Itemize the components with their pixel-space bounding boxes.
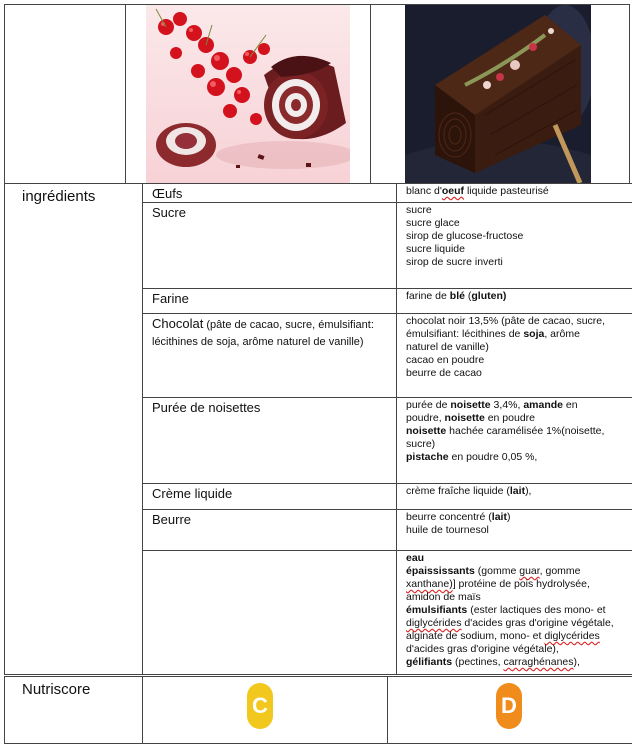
right-product-image-cell <box>371 5 630 184</box>
ingredient-detail-text: poudre, <box>406 412 445 424</box>
nutriscore-left-cell <box>143 677 388 744</box>
ingredient-name: Farine <box>152 291 189 306</box>
nutriscore-row <box>5 677 632 744</box>
ingredient-detail-text: en poudre 0,05 %, <box>448 451 538 463</box>
comparison-table <box>4 4 630 184</box>
ingredient-detail-cell <box>397 484 632 510</box>
ingredient-detail-text: ( <box>464 290 472 302</box>
ingredient-detail-text: (ester lactiques des mono- et <box>467 604 606 616</box>
ingredient-detail-line <box>406 412 632 425</box>
ingredient-detail-line <box>406 399 632 412</box>
ingredient-detail-text: ), <box>525 485 532 497</box>
ingredient-detail-text: oeuf <box>441 185 465 197</box>
ingredient-name: Chocolat <box>152 316 204 331</box>
ingredient-detail-line <box>406 328 632 341</box>
ingredient-detail-text: lait <box>491 511 507 523</box>
ingredient-detail-text: gluten) <box>471 290 507 302</box>
ingredient-detail-text: diglycérides <box>406 617 462 629</box>
ingredient-detail-line <box>406 552 632 565</box>
ingredient-detail-text: farine de <box>406 290 450 302</box>
ingredient-detail-cell <box>397 551 632 675</box>
ingredient-detail-line <box>406 656 632 669</box>
ingredient-detail-text: naturel de vanille) <box>406 341 489 353</box>
ingredient-detail-text: (gomme <box>474 565 520 577</box>
ingredient-detail-line <box>406 565 632 578</box>
ingredient-detail-text: cacao en poudre <box>406 354 485 366</box>
ingredient-detail-text: émulsifiant: lécithines de <box>406 328 524 340</box>
ingredient-detail-text: amidon de maïs <box>406 591 481 603</box>
ingredient-detail-text: sucre liquide <box>406 243 465 255</box>
ingredient-detail-cell <box>397 184 632 203</box>
nutriscore-table <box>4 676 632 744</box>
ingredient-name-cell <box>143 484 397 510</box>
ingredient-detail-line <box>406 341 632 354</box>
ingredient-name-cell <box>143 398 397 484</box>
ingredient-detail-line <box>406 524 632 537</box>
ingredient-detail-text: gélifiants <box>406 656 453 668</box>
ingredient-detail-text: d'acides gras d'origine végétale, <box>461 617 614 629</box>
ingredient-detail-text: ) <box>506 511 511 523</box>
ingredient-detail-cell <box>397 510 632 551</box>
ingredient-detail-line <box>406 185 632 198</box>
ingredient-detail-text: en <box>563 399 578 411</box>
ingredient-detail-text: noisette <box>406 425 447 437</box>
ingredient-name: Beurre <box>152 512 192 527</box>
ingredient-detail-line <box>406 451 632 464</box>
ingredient-detail-line <box>406 604 632 617</box>
ingredient-detail-text: xanthane) <box>406 578 453 590</box>
ingredient-detail-text: ] protéine de pois hydrolysée, <box>452 578 590 590</box>
ingredient-detail-line <box>406 617 632 630</box>
ingredient-detail-line <box>406 290 632 303</box>
ingredient-detail-text: beurre concentré ( <box>406 511 492 523</box>
ingredient-name-cell <box>143 289 397 314</box>
ingredient-detail-text: , arôme <box>544 328 580 340</box>
ingredient-detail-text: beurre de cacao <box>406 367 482 379</box>
chocolate-log-cake-photo <box>405 5 591 183</box>
ingredient-detail-text: chocolat noir 13,5% (pâte de cacao, sucre, <box>406 315 606 327</box>
raspberry-chocolate-roll-cake-photo <box>146 5 350 183</box>
ingredient-detail-line <box>406 425 632 438</box>
ingredient-detail-line <box>406 243 632 256</box>
ingredient-detail-text: liquide pasteurisé <box>464 185 549 197</box>
ingredient-detail-line <box>406 204 632 217</box>
ingredient-detail-text: sucre glace <box>406 217 460 229</box>
ingredient-detail-line <box>406 511 632 524</box>
ingredient-detail-line <box>406 485 632 498</box>
ingredient-detail-text: soja <box>523 328 545 340</box>
nutriscore-badge: D <box>496 683 522 729</box>
left-product-image-cell <box>126 5 371 184</box>
nutriscore-right-cell <box>388 677 632 744</box>
ingredient-detail-cell <box>397 314 632 398</box>
ingredients-table <box>4 183 632 675</box>
ingredient-detail-text: , gomme <box>539 565 581 577</box>
ingredient-detail-text: amande <box>523 399 564 411</box>
ingredient-detail-text: (pectines, <box>452 656 504 668</box>
ingredient-detail-text: noisette <box>444 412 485 424</box>
ingredient-detail-text: purée de <box>406 399 451 411</box>
ingredient-detail-text: épaississants <box>406 565 475 577</box>
ingredient-detail-line <box>406 438 632 451</box>
ingredient-detail-line <box>406 315 632 328</box>
ingredient-detail-cell <box>397 203 632 289</box>
ingredient-name: Œufs <box>152 186 183 201</box>
ingredient-detail-text: blanc d' <box>406 185 442 197</box>
ingredient-detail-line <box>406 643 632 656</box>
ingredient-detail-line <box>406 591 632 604</box>
ingredient-detail-text: carraghénanes <box>503 656 574 668</box>
ingredient-detail-text: hachée caramélisée 1%(noisette, <box>446 425 605 437</box>
ingredient-detail-text: d'acides gras d'origine végétale), <box>406 643 559 655</box>
ingredient-detail-text: émulsifiants <box>406 604 468 616</box>
nutriscore-badge: C <box>247 683 273 729</box>
ingredient-detail-text: eau <box>406 552 425 564</box>
ingredient-name-cell <box>143 203 397 289</box>
ingredient-detail-text: ), <box>573 656 580 668</box>
ingredient-detail-cell <box>397 398 632 484</box>
ingredient-detail-text: crème fraîche liquide ( <box>406 485 510 497</box>
ingredient-detail-line <box>406 354 632 367</box>
ingredient-name-cell <box>143 314 397 398</box>
ingredient-name: Crème liquide <box>152 486 233 501</box>
ingredient-detail-line <box>406 256 632 269</box>
ingredient-detail-text: sucre <box>406 204 432 216</box>
ingredient-name-cell <box>143 510 397 551</box>
ingredient-detail-text: huile de tournesol <box>406 524 489 536</box>
ingredient-detail-line <box>406 630 632 643</box>
ingredient-detail-line <box>406 367 632 380</box>
image-row <box>5 5 630 184</box>
ingredient-detail-text: sirop de glucose-fructose <box>406 230 524 242</box>
ingredient-detail-text: sucre) <box>406 438 436 450</box>
ingredient-name-cell <box>143 184 397 203</box>
nutriscore-row-label: Nutriscore <box>5 677 143 744</box>
ingredient-detail-text: diglycérides <box>544 630 600 642</box>
ingredient-detail-line <box>406 230 632 243</box>
ingredient-name-extra: (pâte de cacao, sucre, émulsifiant: lécithines de soja, arôme naturel de vanille) <box>152 319 374 348</box>
ingredient-detail-cell <box>397 289 632 314</box>
ingredient-detail-line <box>406 578 632 591</box>
ingredient-detail-text: pistache <box>406 451 449 463</box>
ingredient-detail-text: blé <box>449 290 465 302</box>
ingredient-detail-text: noisette <box>450 399 491 411</box>
ingredient-name: Sucre <box>152 205 186 220</box>
ingredient-name-cell <box>143 551 397 675</box>
ingredient-detail-text: sirop de sucre inverti <box>406 256 503 268</box>
ingredient-name: Purée de noisettes <box>152 400 261 415</box>
ingredient-detail-text: alginate de sodium, mono- et <box>406 630 545 642</box>
ingredient-detail-text: lait <box>509 485 526 497</box>
ingredient-detail-text: 3,4%, <box>490 399 524 411</box>
ingredient-detail-text: en poudre <box>484 412 536 424</box>
ingredient-detail-line <box>406 217 632 230</box>
ingredients-row-label: ingrédients <box>5 184 143 675</box>
empty-corner-cell <box>5 5 126 184</box>
ingredient-detail-text: guar <box>519 565 540 577</box>
ingredient-row <box>5 184 632 203</box>
